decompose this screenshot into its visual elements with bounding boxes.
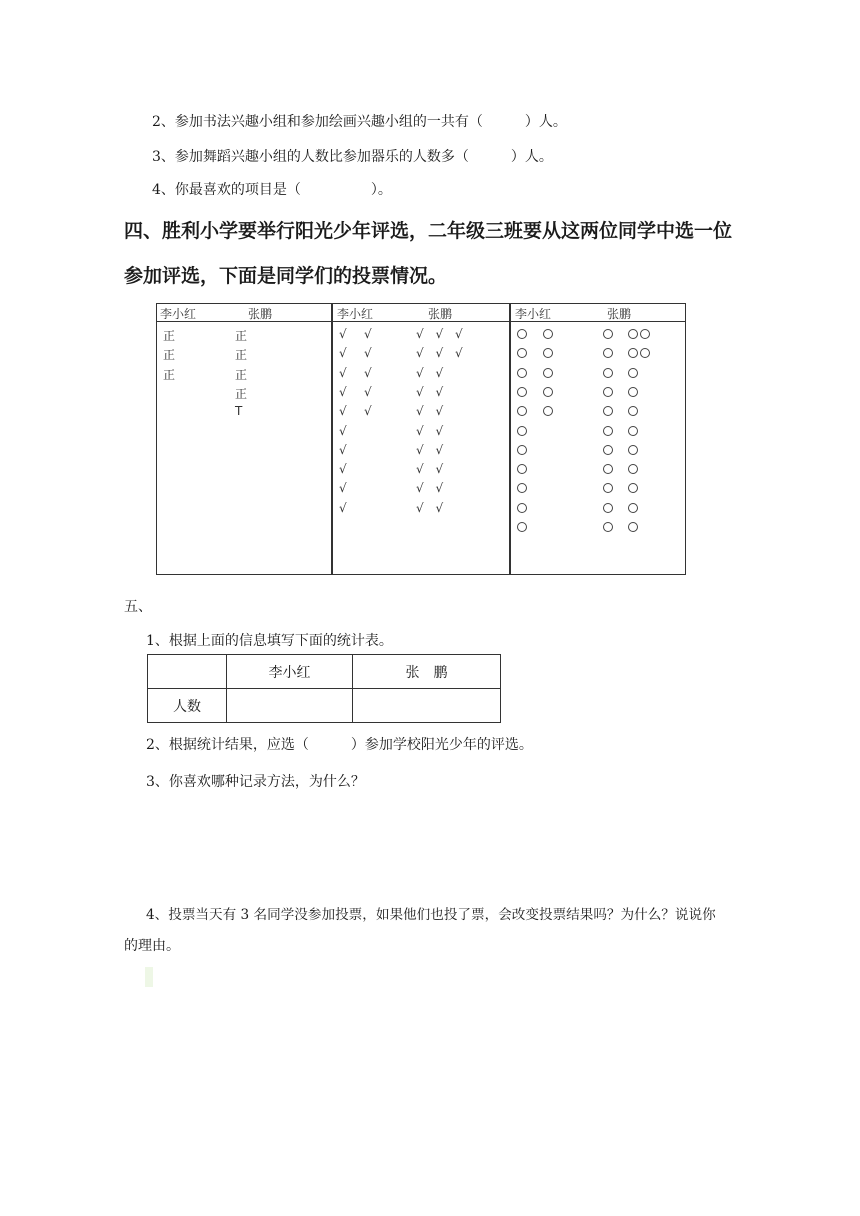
check-mark: √ bbox=[364, 327, 372, 341]
check-mark: √ bbox=[435, 404, 444, 419]
tally-divider-2 bbox=[509, 303, 511, 575]
table-corner-cell bbox=[148, 655, 227, 689]
circle-mark bbox=[517, 426, 527, 436]
check-mark: √ bbox=[416, 462, 424, 477]
circle-mark bbox=[628, 522, 638, 532]
check-mark: √ bbox=[435, 500, 444, 515]
tally-zheng-mark: 正 bbox=[235, 386, 248, 401]
circle-mark bbox=[603, 503, 613, 513]
circle-mark bbox=[603, 387, 613, 397]
check-mark: √ bbox=[339, 462, 347, 477]
check-mark: √ bbox=[339, 404, 347, 419]
circle-mark bbox=[517, 387, 527, 397]
section-5-question-4-line1: 4、投票当天有 3 名同学没参加投票，如果他们也投了票，会改变投票结果吗？为什么？说说你 bbox=[146, 907, 716, 923]
section-4-heading-line1: 四、胜利小学要举行阳光少年评选，二年级三班要从这两位同学中选一位 bbox=[124, 220, 733, 242]
check-mark: √ bbox=[364, 384, 372, 399]
circle-mark bbox=[628, 329, 638, 339]
check-mark: √ bbox=[435, 462, 444, 477]
circle-mark bbox=[543, 368, 553, 378]
check-mark: √ bbox=[435, 423, 444, 438]
circle-mark bbox=[603, 368, 613, 378]
circle-mark bbox=[517, 445, 527, 455]
check-mark: √ bbox=[339, 423, 347, 438]
circle-mark bbox=[603, 329, 613, 339]
circle-mark bbox=[603, 426, 613, 436]
section-5-question-1: 1、根据上面的信息填写下面的统计表。 bbox=[146, 633, 393, 649]
check-mark: √ bbox=[416, 327, 424, 341]
check-mark: √ bbox=[364, 365, 372, 380]
circle-mark bbox=[628, 387, 638, 397]
check-mark: √ bbox=[364, 404, 372, 419]
table-input-li[interactable] bbox=[227, 689, 353, 723]
circle-mark bbox=[628, 368, 638, 378]
tally-zheng-mark: 正 bbox=[163, 367, 176, 382]
circle-mark bbox=[603, 522, 613, 532]
circle-mark bbox=[543, 387, 553, 397]
panel2-name-a: 李小红 bbox=[337, 307, 374, 321]
panel3-name-b: 张鹏 bbox=[607, 307, 632, 321]
check-mark: √ bbox=[339, 384, 347, 399]
answer-area-marker bbox=[145, 967, 153, 987]
check-mark: √ bbox=[364, 346, 372, 361]
tally-zheng-mark: 正 bbox=[235, 329, 248, 343]
circle-mark bbox=[517, 329, 527, 339]
check-mark: √ bbox=[435, 327, 444, 341]
question-3: 3、参加舞蹈兴趣小组的人数比参加器乐的人数多（ ）人。 bbox=[152, 149, 553, 165]
question-2: 2、参加书法兴趣小组和参加绘画兴趣小组的一共有（ ）人。 bbox=[152, 114, 567, 130]
panel3-name-a: 李小红 bbox=[515, 307, 552, 321]
table-row-label: 人数 bbox=[148, 689, 227, 723]
tally-zheng-mark: T bbox=[235, 404, 243, 419]
check-mark: √ bbox=[339, 442, 347, 457]
panel2-name-b: 张鹏 bbox=[428, 307, 453, 321]
check-mark: √ bbox=[339, 327, 347, 341]
check-mark: √ bbox=[416, 346, 424, 361]
check-mark: √ bbox=[339, 346, 347, 361]
check-mark: √ bbox=[339, 365, 347, 380]
check-mark: √ bbox=[435, 365, 444, 380]
check-mark: √ bbox=[455, 327, 463, 341]
section-5-question-4-line2: 的理由。 bbox=[124, 938, 180, 954]
check-mark: √ bbox=[416, 404, 424, 419]
tally-zheng-mark: 正 bbox=[163, 348, 176, 363]
tally-divider-1 bbox=[331, 303, 333, 575]
tally-zheng-mark: 正 bbox=[235, 367, 248, 382]
circle-mark bbox=[517, 522, 527, 532]
section-5-question-3: 3、你喜欢哪种记录方法，为什么？ bbox=[146, 774, 365, 790]
check-mark: √ bbox=[416, 442, 424, 457]
table-header-zhang: 张 鹏 bbox=[353, 655, 501, 689]
section-4-heading-line2: 参加评选，下面是同学们的投票情况。 bbox=[124, 265, 448, 287]
circle-mark bbox=[628, 426, 638, 436]
check-mark: √ bbox=[435, 442, 444, 457]
check-mark: √ bbox=[435, 384, 444, 399]
panel1-name-b: 张鹏 bbox=[248, 307, 273, 321]
circle-mark bbox=[603, 445, 613, 455]
section-5-question-2: 2、根据统计结果，应选（ ）参加学校阳光少年的评选。 bbox=[146, 737, 533, 753]
circle-mark bbox=[517, 368, 527, 378]
statistics-table bbox=[147, 654, 501, 723]
section-5-label: 五、 bbox=[124, 599, 152, 615]
circle-mark bbox=[517, 503, 527, 513]
check-mark: √ bbox=[339, 500, 347, 515]
table-header-li: 李小红 bbox=[227, 655, 353, 689]
check-mark: √ bbox=[416, 500, 424, 515]
circle-mark bbox=[628, 445, 638, 455]
circle-mark bbox=[543, 329, 553, 339]
check-mark: √ bbox=[416, 365, 424, 380]
tally-zheng-mark: 正 bbox=[163, 329, 176, 343]
check-mark: √ bbox=[435, 481, 444, 496]
table-input-zhang[interactable] bbox=[353, 689, 501, 723]
tally-zheng-mark: 正 bbox=[235, 348, 248, 363]
check-mark: √ bbox=[416, 481, 424, 496]
check-mark: √ bbox=[339, 481, 347, 496]
check-mark: √ bbox=[416, 384, 424, 399]
check-mark: √ bbox=[455, 346, 463, 361]
circle-mark bbox=[628, 503, 638, 513]
check-mark: √ bbox=[416, 423, 424, 438]
panel1-name-a: 李小红 bbox=[160, 307, 197, 321]
circle-mark bbox=[640, 329, 650, 339]
check-mark: √ bbox=[435, 346, 444, 361]
question-4: 4、你最喜欢的项目是（ ）。 bbox=[152, 182, 392, 198]
